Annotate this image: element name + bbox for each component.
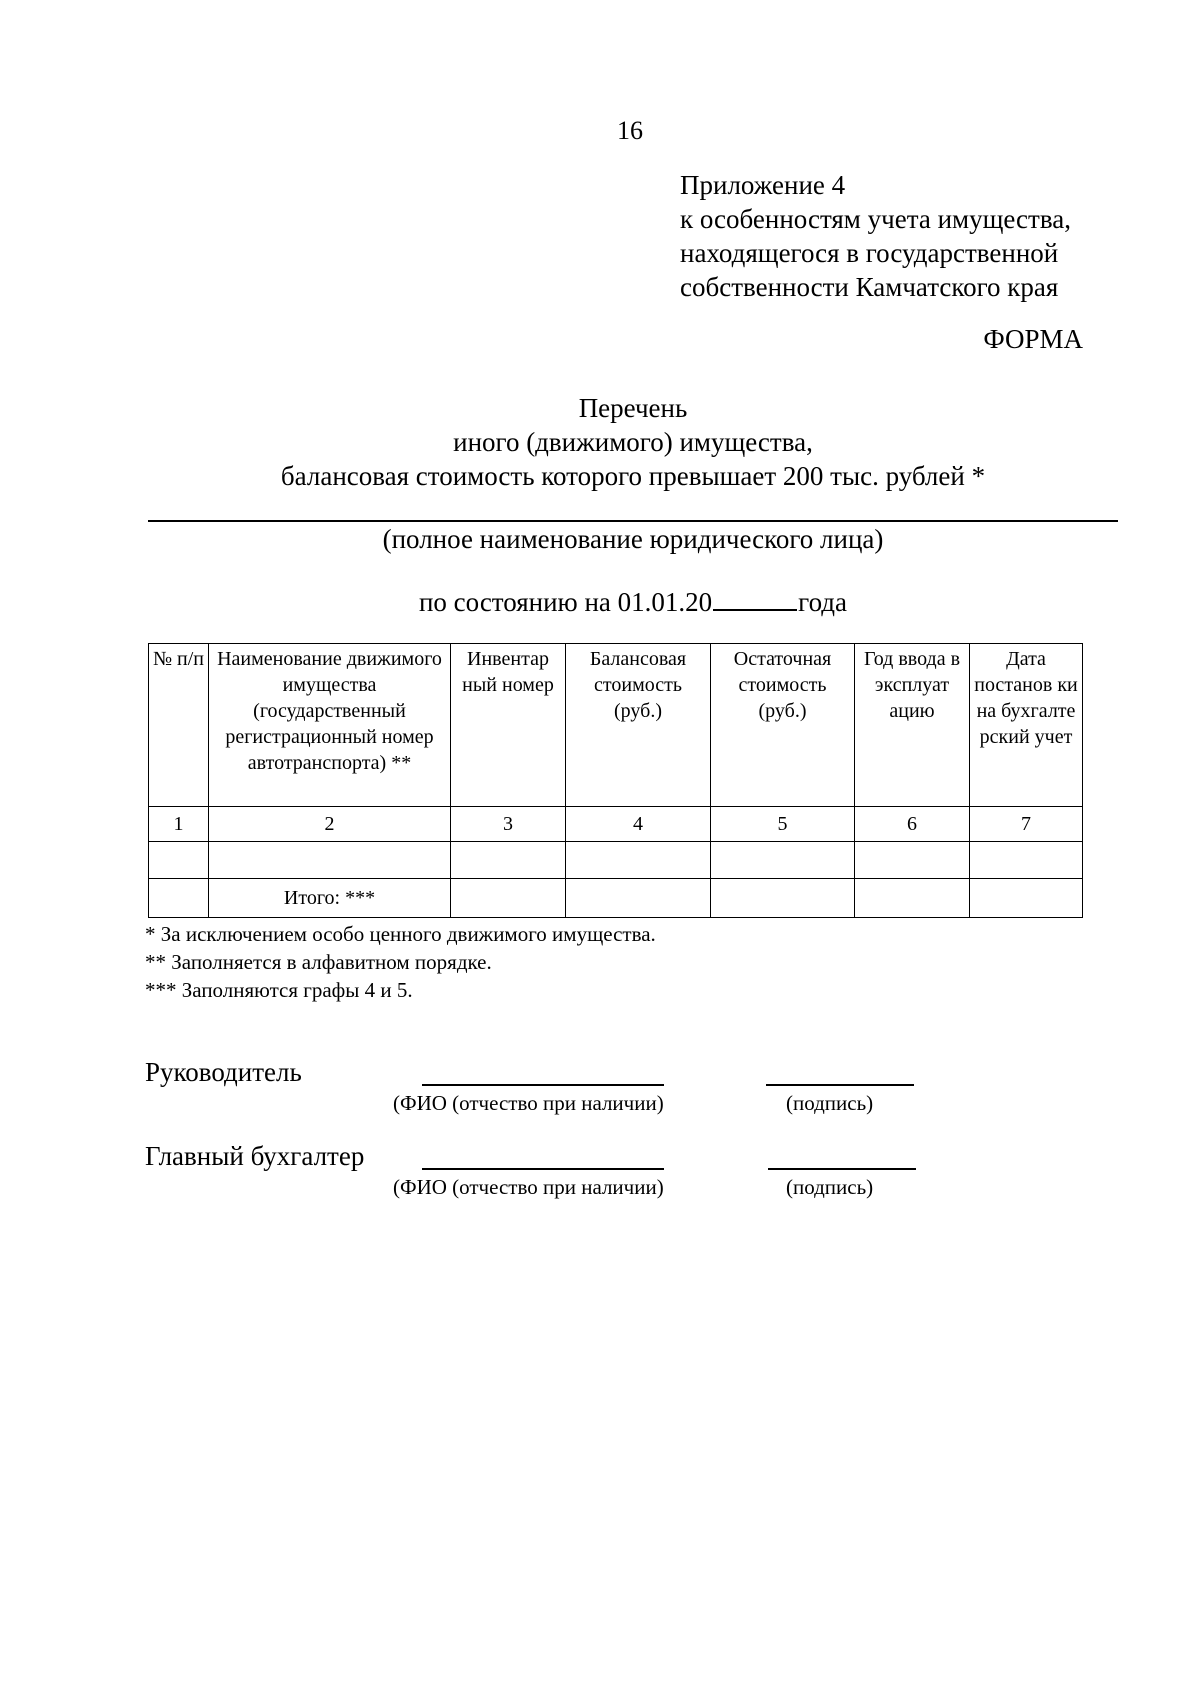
title-line: балансовая стоимость которого превышает 200 тыс. рублей * — [280, 461, 986, 491]
name-line — [422, 1168, 664, 1170]
page-number: 16 — [617, 116, 643, 145]
column-number-cell: 4 — [566, 807, 711, 842]
table-cell — [451, 879, 566, 918]
year-blank — [713, 585, 797, 611]
table-row — [149, 842, 1083, 879]
table-cell — [711, 842, 855, 879]
table-cell — [855, 842, 970, 879]
signature-caption: (подпись) — [786, 1175, 874, 1199]
property-table — [148, 643, 1083, 918]
total-row — [149, 879, 1083, 918]
as-of-suffix: года — [798, 587, 848, 617]
title-line: Перечень — [578, 393, 688, 423]
footnote: * За исключением особо ценного движимого имущества. — [145, 922, 656, 946]
header-cell: № п/п — [149, 644, 209, 807]
total-label: Итого: *** — [209, 879, 451, 918]
signature-role: Главный бухгалтер — [145, 1141, 365, 1171]
table-cell — [711, 879, 855, 918]
header-cell: Остаточная стоимость (руб.) — [711, 644, 855, 807]
organization-caption: (полное наименование юридического лица) — [382, 524, 884, 554]
name-line — [422, 1084, 664, 1086]
signature-role: Руководитель — [145, 1057, 302, 1087]
document-title — [148, 391, 1118, 493]
signature-line — [768, 1168, 916, 1170]
header-cell: Балансовая стоимость (руб.) — [566, 644, 711, 807]
table-cell — [149, 842, 209, 879]
appendix-line: Приложение 4 — [680, 170, 846, 200]
as-of-prefix: по состоянию на 01.01.20 — [418, 587, 713, 617]
form-label: ФОРМА — [983, 324, 1083, 354]
as-of-date — [148, 585, 1118, 618]
table-header-row — [149, 644, 1083, 807]
column-number-cell: 3 — [451, 807, 566, 842]
header-cell: Инвентар ный номер — [451, 644, 566, 807]
table-cell — [566, 879, 711, 918]
footnotes — [145, 920, 656, 1004]
name-caption: (ФИО (отчество при наличии) — [393, 1091, 664, 1115]
table-cell — [970, 879, 1083, 918]
appendix-line: к особенностям учета имущества, — [680, 204, 1071, 234]
header-cell: Дата постанов ки на бухгалте рский учет — [970, 644, 1083, 807]
footnote: ** Заполняется в алфавитном порядке. — [145, 950, 492, 974]
title-line: иного (движимого) имущества, — [453, 427, 813, 457]
table-cell — [855, 879, 970, 918]
appendix-line: находящегося в государственной — [680, 238, 1059, 268]
appendix-block — [680, 168, 1071, 304]
signature-line — [766, 1084, 914, 1086]
organization-name-line — [148, 520, 1118, 522]
appendix-line: собственности Камчатского края — [680, 272, 1059, 302]
column-number-row — [149, 807, 1083, 842]
table-cell — [209, 842, 451, 879]
column-number-cell: 1 — [149, 807, 209, 842]
name-caption: (ФИО (отчество при наличии) — [393, 1175, 664, 1199]
table-cell — [451, 842, 566, 879]
column-number-cell: 5 — [711, 807, 855, 842]
column-number-cell: 2 — [209, 807, 451, 842]
table-cell — [149, 879, 209, 918]
header-cell: Год ввода в эксплуат ацию — [855, 644, 970, 807]
footnote: *** Заполняются графы 4 и 5. — [145, 978, 413, 1002]
table-cell — [970, 842, 1083, 879]
column-number-cell: 6 — [855, 807, 970, 842]
signature-caption: (подпись) — [786, 1091, 874, 1115]
header-cell: Наименование движимого имущества (государственный регистрационный номер автотранспорта) ** — [209, 644, 451, 807]
table-cell — [566, 842, 711, 879]
column-number-cell: 7 — [970, 807, 1083, 842]
